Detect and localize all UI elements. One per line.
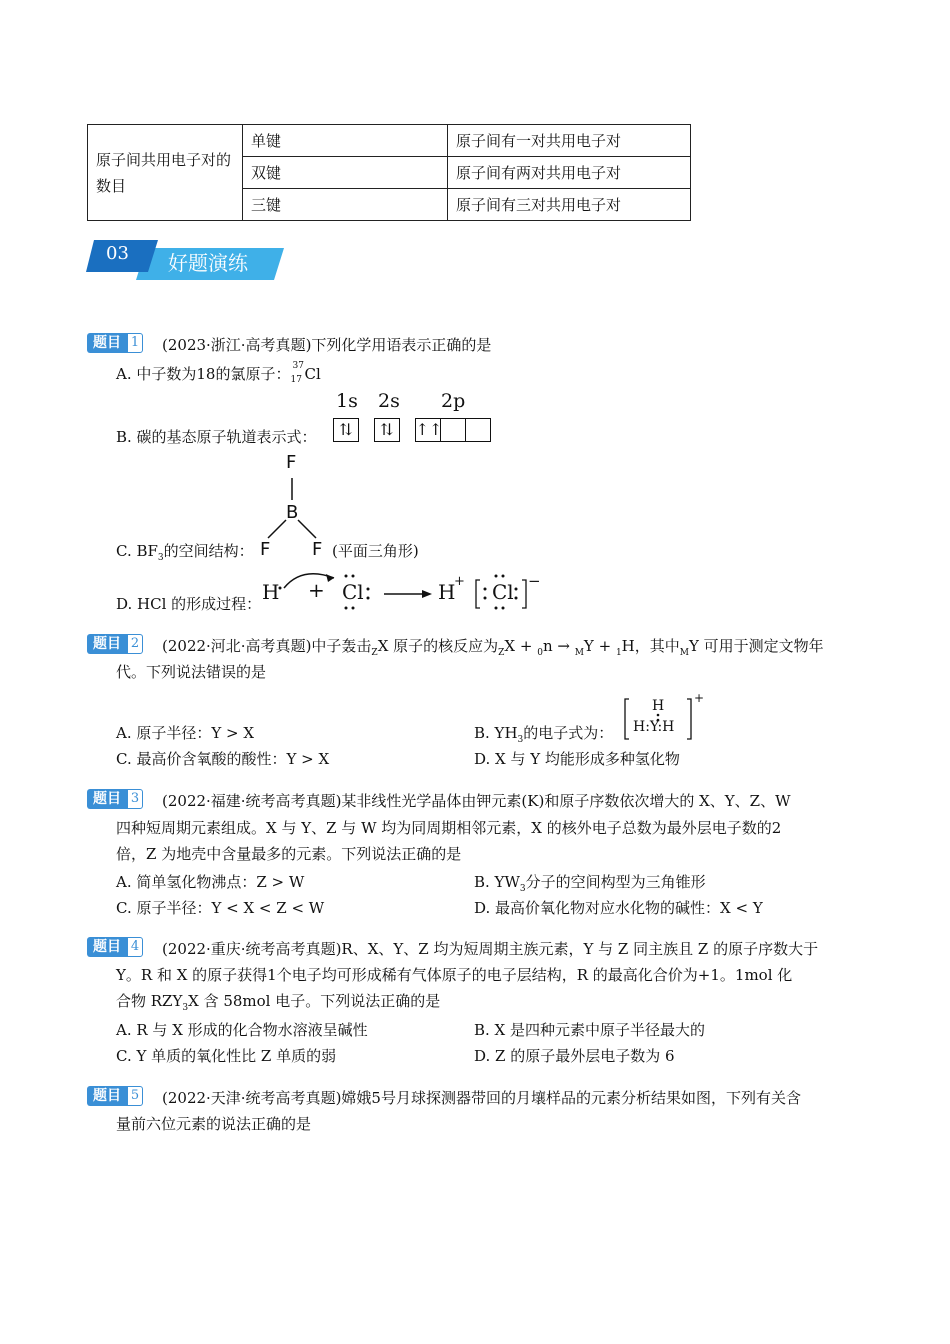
option-c: C. Y 单质的氧化性比 Z 单质的弱 [116,1047,337,1065]
table-cell: 单键 [243,125,448,157]
option-b-prefix: B. YW [474,873,520,891]
charge-negative: − [528,572,541,590]
question-tag-label: 题目 [87,634,127,654]
mass-number: 37 [292,361,304,371]
option-d: D. 最高价氧化物对应水化物的碱性：X < Y [474,899,763,917]
option-a: A. 简单氢化物沸点：Z > W [116,873,305,891]
orbital-box-2p-3 [465,418,491,442]
atom-f-right: F [312,539,323,560]
option-c-note: (平面三角形) [332,542,419,560]
hcl-formation [262,566,552,610]
ion-h: H [438,580,456,604]
option-c-prefix: C. BF [116,542,158,560]
orbital-label-2p: 2p [441,390,466,412]
orbital-box-2p-2 [440,418,466,442]
ion-cl: Cl [492,580,514,604]
question-stem-line3: 倍，Z 为地壳中含量最多的元素。下列说法正确的是 [116,845,462,863]
question-stem: (2022·重庆·统考高考真题)R、X、Y、Z 均为短周期主族元素，Y 与 Z 同主族且 Z 的原子序数大于 [162,940,819,958]
atom-cl: Cl [342,580,364,604]
table-row-header: 原子间共用电子对的数目 [88,125,243,221]
question-tag [87,1086,143,1106]
table-cell: 原子间有三对共用电子对 [448,189,691,221]
question-tag-label: 题目 [87,1086,127,1106]
question-number: 3 [127,789,143,809]
question-stem: (2022·河北·高考真题)中子轰击$_Z$X 原子的核反应为$_Z$X + $_0$n → $_M$Y + $_1$H，其中$_M$Y 可用于测定文物年 [162,637,824,658]
atoms-hyh: H:Y:H [633,719,675,735]
question-tag-label: 题目 [87,789,127,809]
question-tag [87,333,143,353]
option-a-text: A. 中子数为18的氯原子： [116,365,291,383]
stem-part: (2022·河北·高考真题)中子轰击 [162,637,372,655]
option-b [474,722,613,745]
subscript: 3 [182,1003,189,1013]
question-number: 2 [127,634,143,654]
subscript: 3 [517,735,524,745]
atomic-number: 17 [290,375,302,385]
atom-f-left: F [260,539,271,560]
option-a: A. 原子半径：Y > X [116,724,255,742]
yh3-electron-formula [624,691,705,743]
option-c: C. 最高价含氧酸的酸性：Y > X [116,750,330,768]
orbital-diagram [333,418,491,442]
question-stem-line3 [116,990,440,1013]
question-stem: (2023·浙江·高考真题)下列化学用语表示正确的是 [162,336,492,354]
question-tag [87,937,143,957]
option-d: D. Z 的原子最外层电子数为 6 [474,1047,675,1065]
section-title: 好题演练 [168,251,248,275]
question-stem-line2: 代。下列说法错误的是 [116,663,267,681]
stem-part: X 原子的核反应为 [377,637,499,655]
orbital-label-2s: 2s [378,390,400,412]
question-stem-line2: Y。R 和 X 的原子获得1个电子均可形成稀有气体原子的电子层结构，R 的最高化合价为+1。1mol 化 [116,966,793,984]
table-cell: 原子间有一对共用电子对 [448,125,691,157]
table-cell: 双键 [243,157,448,189]
option-c: C. 原子半径：Y < X < Z < W [116,899,325,917]
stem-part: n → [542,637,575,655]
question-number: 4 [127,937,143,957]
option-d-text: D. HCl 的形成过程： [116,595,262,613]
option-b-text: B. 碳的基态原子轨道表示式： [116,428,317,446]
option-d: D. X 与 Y 均能形成多种氢化物 [474,750,680,768]
question-tag-label: 题目 [87,333,127,353]
option-c [116,540,254,563]
option-b-prefix: B. YH [474,724,518,742]
question-number: 1 [127,333,143,353]
subscript: 3 [519,884,526,894]
option-c-text: 的空间结构： [163,542,254,560]
stem-part: X 含 58mol 电子。下列说法正确的是 [188,992,441,1010]
atom-h: H [262,580,280,604]
stem-part: Y 可用于测定文物年 [688,637,824,655]
question-stem-line2: 量前六位元素的说法正确的是 [116,1115,312,1133]
question-number: 5 [127,1086,143,1106]
option-b-text: 的电子式为： [523,724,614,742]
option-a: A. R 与 X 形成的化合物水溶液呈碱性 [116,1021,368,1039]
question-stem-line2: 四种短周期元素组成。X 与 Y、Z 与 W 均为同周期相邻元素，X 的核外电子总数为最外层电子数的2 [116,819,782,837]
question-stem: (2022·天津·统考高考真题)嫦娥5号月球探测器带回的月壤样品的元素分析结果如图，下列有关含 [162,1089,801,1107]
table-cell: 原子间有两对共用电子对 [448,157,691,189]
element-symbol: Cl [304,365,321,383]
question-tag [87,789,143,809]
stem-part: X + [504,637,538,655]
question-tag-label: 题目 [87,937,127,957]
subscript: 3 [157,553,164,563]
charge-positive: + [454,574,465,589]
orbital-label-1s: 1s [336,390,358,412]
charge: + [694,691,705,705]
option-a [116,363,321,384]
option-b: B. X 是四种元素中原子半径最大的 [474,1021,706,1039]
atom-b: B [286,502,299,523]
stem-part: 合物 RZY [116,992,183,1010]
stem-part: H，其中 [621,637,680,655]
section-number: 03 [106,243,129,264]
question-stem: (2022·福建·统考高考真题)某非线性光学晶体由钾元素(K)和原子序数依次增大的 X、Y、Z、W [162,792,791,810]
orbital-box-2s: ⇅ [374,418,400,442]
orbital-box-2p-1: ↑↑ [415,418,441,442]
stem-part: Y + [583,637,616,655]
option-b-text: 分子的空间构型为三角锥形 [525,873,706,891]
atom-h-top: H [652,698,665,714]
bond-table [87,124,691,221]
question-tag [87,634,143,654]
table-cell: 三键 [243,189,448,221]
atom-f-top: F [286,452,297,473]
section-banner [86,240,284,280]
plus-sign: + [308,578,325,602]
option-b [474,871,706,894]
orbital-box-1s: ⇅ [333,418,359,442]
